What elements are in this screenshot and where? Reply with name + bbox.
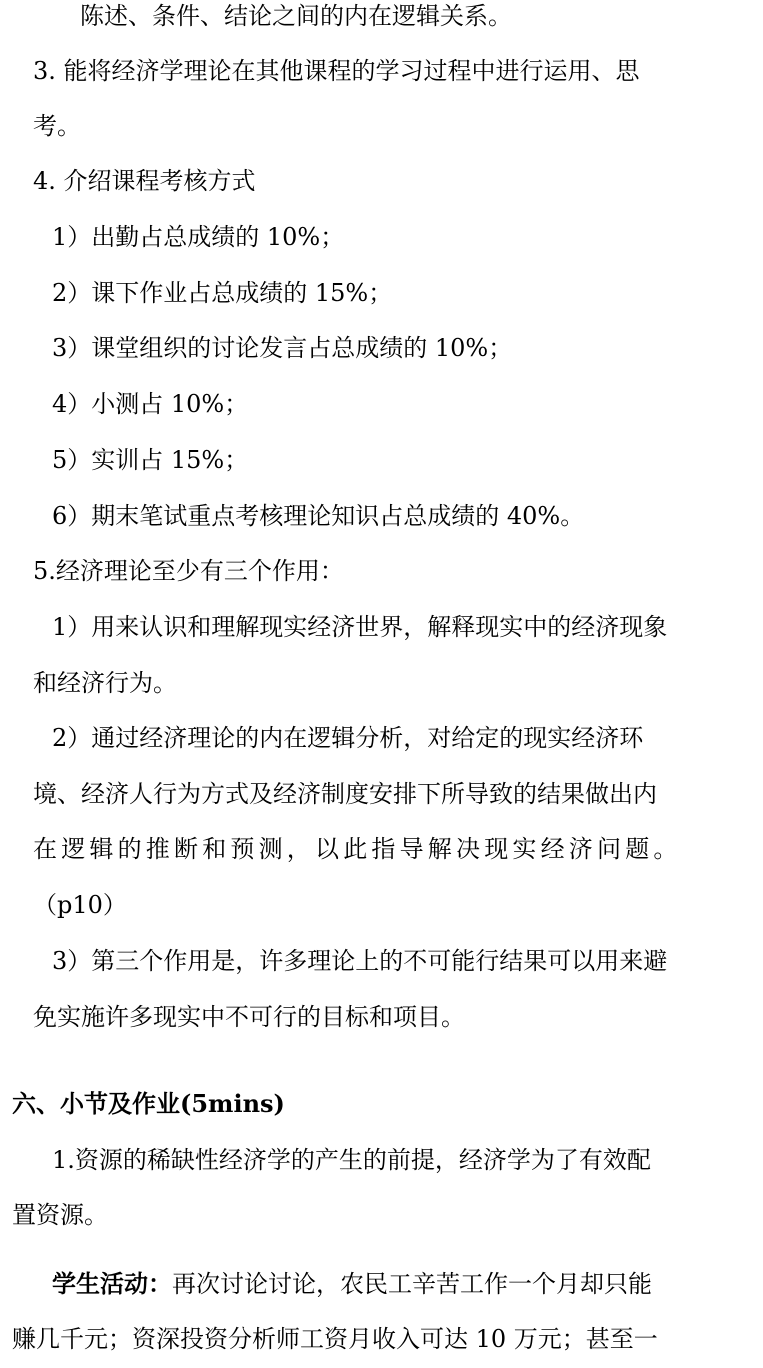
paragraph-line: 和经济行为。 [33,669,177,697]
list-item: 4）小测占 10%； [52,390,249,418]
list-heading: 5.经济理论至少有三个作用： [33,557,344,585]
paragraph-line: 3. 能将经济学理论在其他课程的学习过程中进行运用、思 [33,57,640,85]
page-reference: （p10） [33,891,127,919]
list-item: 1）用来认识和理解现实经济世界，解释现实中的经济现象 [52,613,668,641]
list-item: 2）通过经济理论的内在逻辑分析，对给定的现实经济环 [52,724,644,752]
list-item: 3）第三个作用是，许多理论上的不可能行结果可以用来避 [52,947,668,975]
paragraph-line: 在逻辑的推断和预测，以此指导解决现实经济问题。 [33,835,682,863]
list-item: 5）实训占 15%； [52,446,249,474]
section-heading: 六、小节及作业(5mins) [12,1089,285,1118]
paragraph-line: 考。 [33,112,81,140]
list-item: 1）出勤占总成绩的 10%； [52,223,345,251]
activity-text: 再次讨论讨论，农民工辛苦工作一个月却只能 [172,1270,652,1298]
activity-continuation: 赚几千元；资深投资分析师工资月收入可达 10 万元；甚至一 [12,1325,658,1353]
summary-line: 1.资源的稀缺性经济学的产生的前提，经济学为了有效配 [52,1146,651,1174]
paragraph-line: 陈述、条件、结论之间的内在逻辑关系。 [80,2,512,30]
paragraph-line: 免实施许多现实中不可行的目标和项目。 [33,1003,465,1031]
list-item: 3）课堂组织的讨论发言占总成绩的 10%； [52,334,513,362]
list-heading: 4. 介绍课程考核方式 [33,167,256,195]
summary-line: 置资源。 [12,1201,108,1229]
list-item: 6）期末笔试重点考核理论知识占总成绩的 40%。 [52,502,585,530]
list-item: 2）课下作业占总成绩的 15%； [52,279,393,307]
paragraph-line: 境、经济人行为方式及经济制度安排下所导致的结果做出内 [33,780,657,808]
activity-line [52,1268,652,1300]
activity-label: 学生活动： [52,1269,172,1298]
